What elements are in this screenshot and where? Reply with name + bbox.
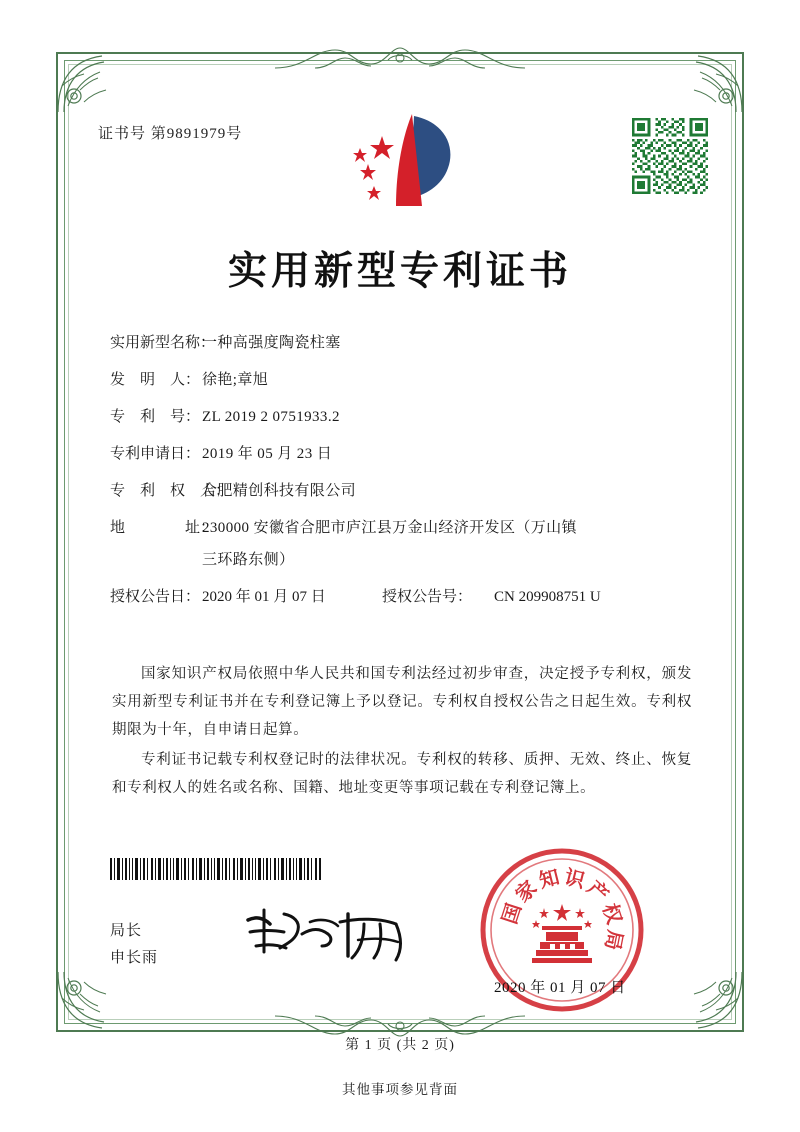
field-label: 实用新型名称： xyxy=(110,335,216,351)
svg-text:知: 知 xyxy=(537,866,562,893)
signature-role-label: 局长 xyxy=(110,923,143,939)
field-label: 专 利 权 人： xyxy=(110,483,231,499)
svg-text:识: 识 xyxy=(562,866,587,893)
field-row-patent-no xyxy=(110,410,700,425)
svg-text:产: 产 xyxy=(582,877,613,907)
field-value xyxy=(202,521,700,568)
grant-no-label: 授权公告号： xyxy=(382,589,473,605)
handwritten-signature-icon xyxy=(240,900,420,970)
cnipa-logo-icon xyxy=(352,112,464,216)
field-label: 发 明 人： xyxy=(110,372,201,388)
svg-text:家: 家 xyxy=(511,877,542,907)
grant-date-label: 授权公告日： xyxy=(110,589,201,605)
field-row-name xyxy=(110,336,700,351)
corner-ornament-icon xyxy=(54,968,120,1034)
legal-paragraph-1: 国家知识产权局依照中华人民共和国专利法经过初步审查，决定授予专利权，颁发实用新型专利证书并在专利登记簿上予以登记。专利权自授权公告之日起生效。专利权期限为十年，自申请日起算。 xyxy=(112,666,692,738)
seal-date: 2020 年 01 月 07 日 xyxy=(494,980,626,996)
field-value: 2019 年 05 月 23 日 xyxy=(202,446,333,462)
field-row-grant xyxy=(110,590,700,605)
corner-ornament-icon xyxy=(680,50,746,116)
signature-block xyxy=(110,918,158,972)
address-line-2: 三环路东侧） xyxy=(202,552,295,568)
field-label: 专利申请日： xyxy=(110,446,201,462)
field-row-application-date xyxy=(110,447,700,462)
grant-date-value: 2020 年 01 月 07 日 xyxy=(202,589,326,605)
field-label: 地 址： xyxy=(110,520,216,536)
field-row-patentee xyxy=(110,484,700,499)
field-row-address xyxy=(110,521,700,568)
page-title: 实用新型专利证书 xyxy=(227,250,572,293)
field-value: 徐艳;章旭 xyxy=(202,372,269,388)
field-row-inventor xyxy=(110,373,700,388)
legal-text-block xyxy=(112,660,692,804)
top-flourish-ornament-icon xyxy=(275,38,525,78)
qr-code-icon xyxy=(632,118,708,194)
svg-text:权: 权 xyxy=(597,901,626,927)
svg-text:国: 国 xyxy=(498,901,527,927)
footnote: 其他事项参见背面 xyxy=(342,1082,458,1097)
grant-no-value: CN 209908751 U xyxy=(494,589,601,605)
page-number: 第 1 页 (共 2 页) xyxy=(345,1038,455,1053)
field-value: ZL 2019 2 0751933.2 xyxy=(202,409,340,425)
legal-paragraph-2: 专利证书记载专利权登记时的法律状况。专利权的转移、质押、无效、终止、恢复和专利权人的姓名或名称、国籍、地址变更等事项记载在专利登记簿上。 xyxy=(112,752,692,796)
barcode-icon xyxy=(110,858,322,880)
address-line-1: 230000 安徽省合肥市庐江县万金山经济开发区（万山镇 xyxy=(202,520,577,536)
corner-ornament-icon xyxy=(54,50,120,116)
certificate-number: 证书号 第9891979号 xyxy=(98,126,243,142)
signature-name: 申长雨 xyxy=(110,950,159,966)
patent-field-list xyxy=(110,336,700,619)
svg-text:局: 局 xyxy=(600,928,626,952)
field-value: 一种高强度陶瓷柱塞 xyxy=(202,335,341,351)
field-label: 专 利 号： xyxy=(110,409,201,425)
field-value: 合肥精创科技有限公司 xyxy=(202,483,357,499)
corner-ornament-icon xyxy=(680,968,746,1034)
